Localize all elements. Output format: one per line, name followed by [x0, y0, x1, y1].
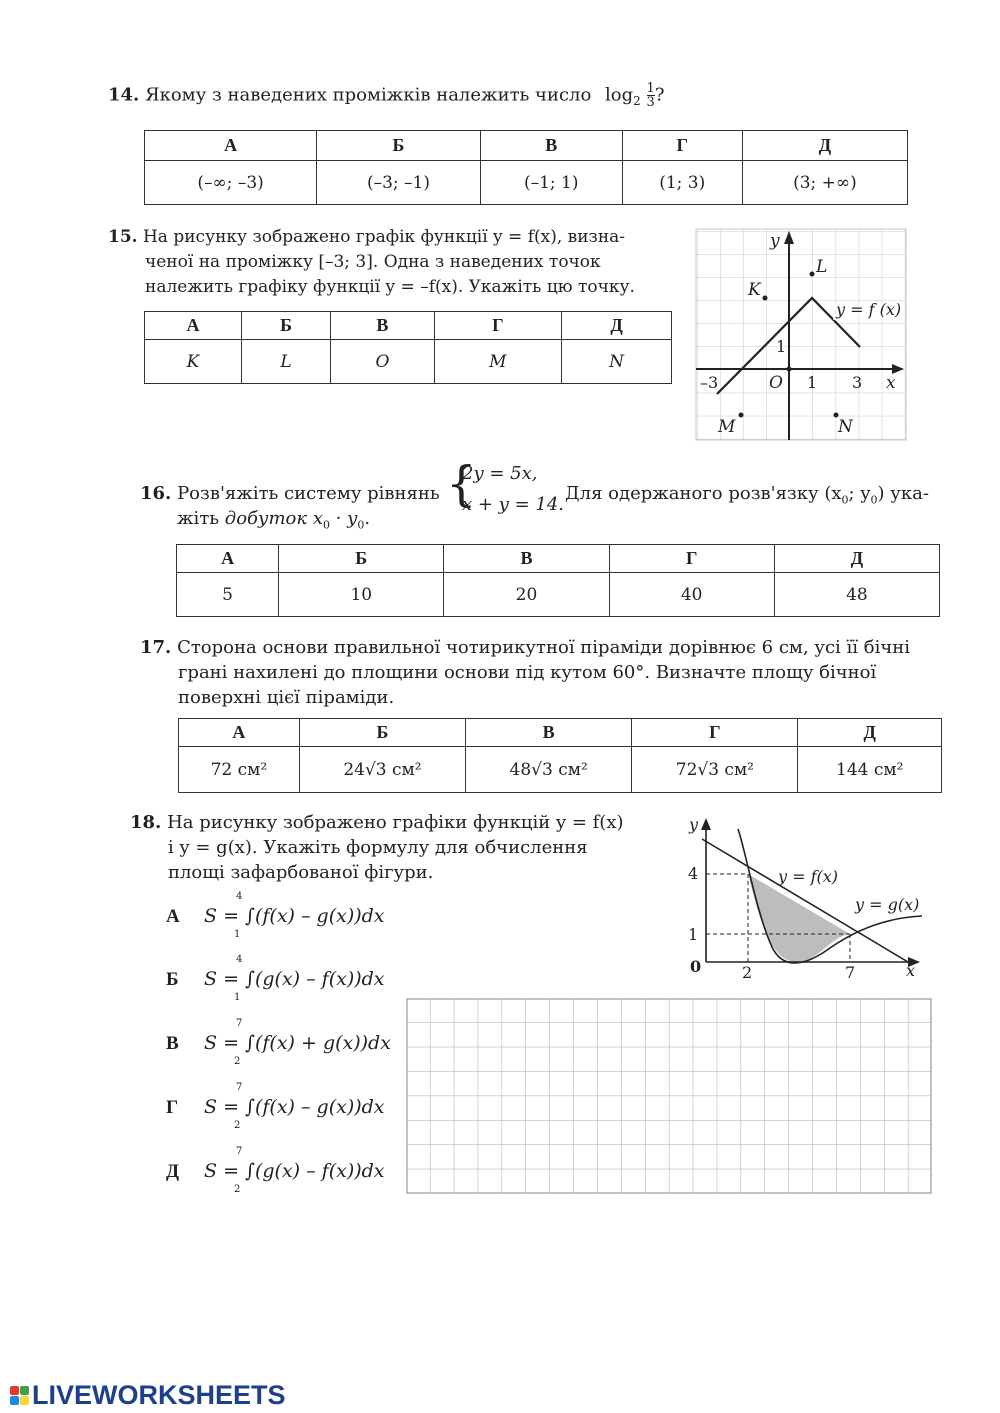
q18-option-a-upper: 4 — [236, 891, 243, 902]
q17-header-b: Б — [299, 719, 465, 747]
q15-answer-d[interactable]: N — [562, 340, 672, 384]
q18-option-a-lower: 1 — [234, 929, 241, 940]
q14-fraction-den: 3 — [646, 95, 655, 110]
q17-line1: Сторона основи правильної чотирикутної піраміди дорівнює 6 см, усі її бічні — [177, 637, 910, 658]
q18-label-0: 0 — [690, 957, 702, 976]
q16-header-v: В — [444, 545, 609, 573]
q14-number: 14. — [108, 84, 140, 106]
q18-option-v-formula: S = ∫(f(x) + g(x))dx — [204, 1032, 391, 1054]
q15-point-M — [739, 413, 744, 418]
q16-answer-g[interactable]: 40 — [609, 573, 774, 617]
q15-label-1x: 1 — [807, 373, 818, 392]
q15-header-g: Г — [434, 312, 562, 340]
q15-answer-v[interactable]: O — [331, 340, 434, 384]
q15-header-a: А — [145, 312, 242, 340]
q15-label-3x: 3 — [852, 373, 863, 392]
q16-sub-y0: 0 — [870, 493, 878, 507]
q16-text-b: Для одержаного розв'язку (x — [565, 483, 842, 504]
q14-text: Якому з наведених проміжків належить число — [145, 84, 592, 106]
q14-log: log — [605, 84, 634, 106]
q15-label-1y: 1 — [776, 337, 787, 356]
q18-option-d[interactable] — [166, 1146, 385, 1195]
q16-line2-a: жіть — [177, 508, 225, 529]
q18-number: 18. — [130, 812, 162, 833]
q15-answer-a[interactable]: K — [145, 340, 242, 384]
q14-question-mark: ? — [654, 84, 665, 106]
q14-log-expression — [605, 82, 664, 114]
q16-header-g: Г — [609, 545, 774, 573]
q18-option-g-formula: S = ∫(f(x) – g(x))dx — [204, 1096, 385, 1118]
q18-option-b-label: Б — [166, 969, 179, 990]
q17-number: 17. — [140, 637, 172, 658]
q16-prompt-line2 — [177, 506, 370, 538]
q17-answer-a[interactable]: 72 см² — [179, 747, 300, 793]
q14-answer-v[interactable]: (–1; 1) — [480, 161, 622, 205]
q15-point-K — [763, 296, 768, 301]
q15-label-x: x — [886, 373, 896, 393]
q17-answer-g[interactable]: 72√3 см² — [632, 747, 798, 793]
q18-option-a-label: А — [166, 906, 180, 927]
q14-answer-d[interactable]: (3; +∞) — [742, 161, 907, 205]
q15-line2: ченої на проміжку [–3; 3]. Одна з наведених точок — [145, 252, 601, 272]
q16-line2-x: x — [307, 508, 323, 529]
q16-answer-v[interactable]: 20 — [444, 573, 609, 617]
q14-log-base: 2 — [633, 94, 641, 109]
q17-header-d: Д — [798, 719, 942, 747]
q18-label-y: y — [689, 815, 699, 834]
q14-fraction-num: 1 — [646, 81, 655, 96]
q16-sub-x0: 0 — [841, 493, 849, 507]
q14-answer-g[interactable]: (1; 3) — [622, 161, 742, 205]
q18-scratch-grid[interactable] — [406, 998, 932, 1194]
q15-graph — [694, 226, 908, 442]
q16-line2-sub-x: 0 — [323, 518, 330, 532]
q17-header-v: В — [466, 719, 632, 747]
q18-option-v[interactable] — [166, 1018, 391, 1067]
q18-label-f: y = f(x) — [778, 867, 839, 886]
q17-line2: грані нахилені до площини основи під кутом 60°. Визначте площу бічної — [178, 662, 877, 683]
q18-option-d-label: Д — [166, 1161, 180, 1182]
q18-option-b-formula: S = ∫(g(x) – f(x))dx — [204, 968, 385, 990]
q14-header-a: А — [145, 131, 317, 161]
q18-line2: і y = g(x). Укажіть формулу для обчислення — [168, 837, 588, 858]
q15-line1: На рисунку зображено графік функції y = f(x), визна- — [142, 227, 626, 247]
q16-prompt-tail — [565, 481, 929, 513]
q15-label-y: y — [770, 231, 780, 251]
q16-line2-product: добуток — [224, 508, 308, 529]
q18-label-7: 7 — [845, 963, 856, 982]
q18-option-g-upper: 7 — [236, 1082, 243, 1093]
q15-label-L: L — [816, 257, 828, 277]
q18-graph — [680, 812, 930, 982]
q16-text-d: ) ука- — [877, 483, 929, 504]
q15-number: 15. — [108, 227, 138, 247]
q16-system-brace: { — [446, 456, 477, 512]
q16-prompt-line1 — [140, 481, 440, 506]
q17-answer-d[interactable]: 144 см² — [798, 747, 942, 793]
logo-mark-icon — [10, 1386, 30, 1406]
q18-option-g-lower: 2 — [234, 1120, 241, 1131]
q14-answer-b[interactable]: (–3; –1) — [317, 161, 481, 205]
q18-line1: На рисунку зображено графіки функцій y = f(x) — [167, 812, 624, 833]
q16-header-b: Б — [279, 545, 444, 573]
q15-label-K: K — [748, 280, 761, 300]
q18-option-b-upper: 4 — [236, 954, 243, 965]
q16-header-a: А — [177, 545, 279, 573]
q18-option-g-label: Г — [166, 1097, 179, 1118]
q15-header-v: В — [331, 312, 434, 340]
q14-answer-table — [144, 130, 908, 205]
q18-label-x: x — [906, 961, 916, 980]
q15-line3: належить графіку функції y = –f(x). Укажіть цю точку. — [145, 277, 635, 297]
q16-answer-d[interactable]: 48 — [774, 573, 939, 617]
q18-option-b[interactable] — [166, 954, 385, 1003]
q17-header-a: А — [179, 719, 300, 747]
q15-header-d: Д — [562, 312, 672, 340]
q18-prompt — [130, 810, 642, 885]
q15-label-M: M — [718, 417, 736, 437]
q18-label-g: y = g(x) — [855, 895, 920, 914]
q17-answer-table — [178, 718, 942, 793]
q18-label-4: 4 — [688, 864, 699, 883]
q16-line2-y: · y — [330, 508, 358, 529]
q14-header-v: В — [480, 131, 622, 161]
q16-text-a: Розв'яжіть систему рівнянь — [177, 483, 440, 504]
q16-line2-dot: . — [364, 508, 371, 529]
q17-line3: поверхні цієї піраміди. — [178, 687, 395, 708]
q15-label-m3: –3 — [700, 373, 719, 392]
q15-label-fn: y = f (x) — [836, 300, 902, 319]
q18-option-d-upper: 7 — [236, 1146, 243, 1157]
q17-prompt — [140, 635, 942, 710]
q15-answer-g[interactable]: M — [434, 340, 562, 384]
q15-label-N: N — [838, 417, 853, 437]
q15-header-b: Б — [241, 312, 330, 340]
q14-prompt — [108, 82, 664, 114]
q15-answer-b[interactable]: L — [241, 340, 330, 384]
q18-label-1: 1 — [688, 925, 699, 944]
q14-header-b: Б — [317, 131, 481, 161]
q16-text-c: ; y — [848, 483, 871, 504]
q15-point-L — [810, 272, 815, 277]
q15-point-O — [787, 367, 792, 372]
q15-label-O: O — [769, 373, 783, 393]
q16-answer-b[interactable]: 10 — [279, 573, 444, 617]
q15-answer-table — [144, 311, 672, 384]
q18-option-d-lower: 2 — [234, 1184, 241, 1195]
q18-option-d-formula: S = ∫(g(x) – f(x))dx — [204, 1160, 385, 1182]
q18-option-b-lower: 1 — [234, 992, 241, 1003]
q18-y-axis-arrow — [701, 818, 711, 830]
q16-eq2: x + y = 14. — [462, 494, 564, 515]
q14-header-g: Г — [622, 131, 742, 161]
q17-answer-v[interactable]: 48√3 см² — [466, 747, 632, 793]
q16-line2-sub-y: 0 — [357, 518, 365, 532]
logo-text: LIVEWORKSHEETS — [32, 1380, 286, 1410]
q18-option-g[interactable] — [166, 1082, 385, 1131]
q16-header-d: Д — [774, 545, 939, 573]
q16-eq1: 2y = 5x, — [462, 463, 538, 484]
q18-label-2: 2 — [742, 963, 753, 982]
q15-prompt — [108, 225, 673, 300]
q15-grid — [696, 229, 906, 440]
q16-answer-table — [176, 544, 940, 617]
q16-answer-a[interactable]: 5 — [177, 573, 279, 617]
q18-option-v-label: В — [166, 1033, 179, 1054]
q14-header-d: Д — [742, 131, 907, 161]
q16-number: 16. — [140, 483, 172, 504]
q14-answer-a[interactable]: (–∞; –3) — [145, 161, 317, 205]
q17-answer-b[interactable]: 24√3 см² — [299, 747, 465, 793]
q17-header-g: Г — [632, 719, 798, 747]
q18-option-a[interactable] — [166, 891, 385, 940]
q14-fraction — [647, 82, 655, 109]
q18-option-v-upper: 7 — [236, 1018, 243, 1029]
liveworksheets-logo[interactable] — [10, 1380, 286, 1411]
q18-option-v-lower: 2 — [234, 1056, 241, 1067]
q18-line3: площі зафарбованої фігури. — [168, 862, 434, 883]
q18-option-a-formula: S = ∫(f(x) – g(x))dx — [204, 905, 385, 927]
